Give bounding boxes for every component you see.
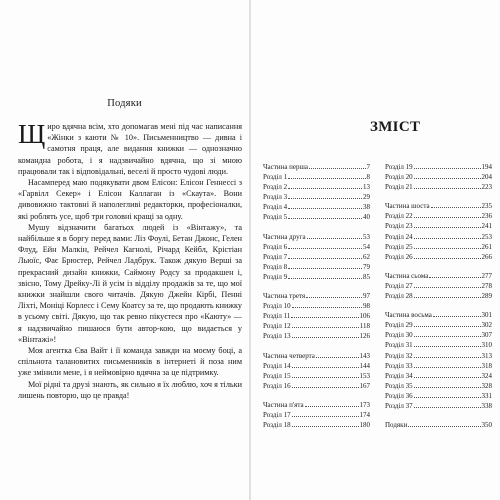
toc-entry-page: 8: [366, 173, 370, 182]
toc-title: ЗМІСТ: [370, 119, 421, 135]
toc-leader-dots: [288, 172, 365, 179]
toc-entry: [385, 310, 492, 320]
toc-leader-dots: [292, 381, 359, 388]
toc-leader-dots: [433, 310, 481, 317]
toc-entry-label: Розділ 25: [385, 242, 413, 251]
toc-entry: [263, 162, 370, 172]
toc-entry-page: 324: [481, 371, 492, 380]
toc-entry-page: 106: [359, 312, 370, 321]
toc-entry: [385, 381, 492, 391]
toc-entry: [263, 361, 370, 371]
toc-entry: [385, 201, 492, 211]
toc-entry: [385, 340, 492, 350]
toc-entry-label: Розділ 24: [385, 232, 413, 241]
toc-leader-dots: [316, 351, 359, 358]
toc-leader-dots: [414, 361, 481, 368]
paragraph: Мушу відзначити багатьох людей із «Вінтажу», та найбільше я в боргу перед вами: Ліз Фоулі, Бетан Джонс, Гелен Флуд, Ейн Малкін, Рейчел Кагнолі, Річард Кейбл, Крістіан Льюїс, Фає Брюстер, Рейчел Ладбрук. Також дякую Верші за прекрасний дизайн книжки, Саймону Родсу за продакшен і, звісно, Тому Дрейку-Лі й усім із відділу продажів за те, що мої книжки знайшли свого читачів. Дякую Джейн Кірбі, Пенні Ліхті, Моніці Корлесс і Сему Коатсу за те, що продають книжку в усьому світі. Дякую, що так ревно пікуєтеся про «Каюту» — я надзвичайно пишаюся бути автор-кою, що видається у «Вінтажі»!: [18, 222, 242, 344]
toc-entry: [263, 400, 370, 410]
toc-entry-page: 266: [481, 252, 492, 261]
toc-entry-page: 302: [481, 321, 492, 330]
toc-leader-dots: [414, 381, 481, 388]
toc-entry: [263, 420, 370, 430]
toc-entry-page: 241: [481, 222, 492, 231]
toc-entry-label: Розділ 8: [263, 262, 288, 271]
toc-leader-dots: [414, 221, 481, 228]
toc-entry-label: Розділ 29: [385, 321, 413, 330]
toc-leader-dots: [414, 232, 481, 239]
toc-entry-label: Розділ 18: [263, 421, 291, 430]
toc-entry: [263, 410, 370, 420]
toc-entry-label: Частина шоста: [385, 202, 430, 211]
toc-entry-page: 236: [481, 212, 492, 221]
toc-entry: [263, 351, 370, 361]
toc-leader-dots: [306, 291, 362, 298]
toc-entry-page: 180: [359, 421, 370, 430]
toc-leader-dots: [288, 192, 362, 199]
toc-entry-label: Розділ 27: [385, 281, 413, 290]
toc-entry-page: 7: [366, 163, 370, 171]
toc-entry-label: Частина третя: [263, 292, 306, 301]
toc-leader-dots: [414, 242, 481, 249]
toc-entry-label: Розділ 23: [385, 222, 413, 231]
toc-entry-label: Розділ 16: [263, 381, 291, 390]
toc-entry-label: Розділ 13: [263, 332, 291, 341]
toc-entry-label: Частина перша: [263, 163, 309, 171]
toc-entry: [385, 371, 492, 381]
toc-entry: [385, 420, 492, 430]
toc-entry-label: Розділ 32: [385, 351, 413, 360]
toc-entry: [263, 291, 370, 301]
toc-leader-dots: [288, 262, 362, 269]
toc-entry: [385, 221, 492, 231]
toc-entry-label: Розділ 10: [263, 302, 291, 311]
toc-entry: [263, 172, 370, 182]
toc-leader-dots: [291, 311, 358, 318]
toc-entry-page: 54: [363, 242, 370, 251]
toc-entry-label: Розділ 21: [385, 183, 413, 192]
toc-entry-label: Частина п'ята: [263, 400, 304, 409]
toc-entry-page: 328: [481, 381, 492, 390]
toc-entry: [385, 182, 492, 192]
toc-entry-page: 97: [363, 292, 370, 301]
toc-entry-page: 313: [481, 351, 492, 360]
toc-leader-dots: [414, 182, 481, 189]
toc-entry-page: 13: [363, 183, 370, 192]
toc-entry-page: 307: [481, 331, 492, 340]
toc-leader-dots: [414, 391, 481, 398]
toc-entry-label: Розділ 3: [263, 193, 288, 202]
toc-entry-label: Розділ 14: [263, 361, 291, 370]
toc-entry-page: 278: [481, 281, 492, 290]
toc-leader-dots: [414, 401, 481, 408]
toc-entry-label: Частина друга: [263, 232, 306, 241]
toc-entry: [385, 252, 492, 262]
toc-entry-label: Розділ 33: [385, 361, 413, 370]
toc-leader-dots: [292, 410, 359, 417]
toc-entry: [385, 172, 492, 182]
toc-entry: [263, 262, 370, 272]
toc-entry-page: 40: [363, 213, 370, 222]
toc-entry-page: 79: [363, 262, 370, 271]
toc-entry: [263, 232, 370, 242]
toc-entry-page: 277: [481, 271, 492, 280]
toc-leader-dots: [414, 291, 481, 298]
toc-entry: [263, 371, 370, 381]
toc-entry-page: 310: [481, 341, 492, 350]
toc-entry-label: Розділ 30: [385, 331, 413, 340]
toc-entry-page: 318: [481, 361, 492, 370]
toc-entry-label: Розділ 17: [263, 410, 291, 419]
toc-entry-page: 173: [359, 400, 370, 409]
toc-entry-label: Розділ 6: [263, 242, 288, 251]
toc-entry-label: Розділ 31: [385, 341, 413, 350]
toc-entry-page: 144: [359, 361, 370, 370]
toc-entry: [385, 351, 492, 361]
toc-leader-dots: [292, 361, 359, 368]
toc-leader-dots: [288, 212, 362, 219]
toc-entry-page: 235: [481, 202, 492, 211]
toc-leader-dots: [414, 211, 481, 218]
toc-entry: [263, 272, 370, 282]
toc-entry: [263, 202, 370, 212]
toc-entry-label: Розділ 12: [263, 322, 291, 331]
toc-entry: [385, 162, 492, 172]
toc-entry-label: Розділ 5: [263, 213, 288, 222]
toc-entry-page: 62: [363, 252, 370, 261]
toc-entry-label: Розділ 26: [385, 252, 413, 261]
toc-entry-page: 98: [363, 302, 370, 311]
toc-entry-label: Розділ 7: [263, 252, 288, 261]
toc-leader-dots: [305, 400, 359, 407]
toc-entry-page: 38: [363, 203, 370, 212]
toc-leader-dots: [292, 331, 359, 338]
toc-entry-label: Розділ 15: [263, 371, 291, 380]
toc-entry: [263, 381, 370, 391]
toc-entry: [385, 232, 492, 242]
toc-entry-page: 85: [363, 272, 370, 281]
toc-entry: [385, 211, 492, 221]
toc-leader-dots: [414, 340, 481, 347]
toc-entry-page: 53: [363, 232, 370, 241]
toc-leader-dots: [292, 321, 359, 328]
toc-entry: [385, 271, 492, 281]
toc-entry: [263, 252, 370, 262]
toc-leader-dots: [288, 182, 362, 189]
toc-entry-label: Розділ 19: [385, 163, 413, 171]
toc-entry-page: 126: [359, 332, 370, 341]
toc-column-left: [263, 162, 370, 430]
toc-entry-label: Розділ 11: [263, 312, 291, 321]
toc-entry-label: Частина сьома: [385, 271, 429, 280]
toc-leader-dots: [288, 272, 362, 279]
toc-entry-page: 301: [481, 311, 492, 320]
toc-leader-dots: [307, 232, 362, 239]
toc-entry: [385, 281, 492, 291]
toc-entry: [385, 391, 492, 401]
toc-entry-page: 174: [359, 410, 370, 419]
contents-page: [251, 0, 500, 500]
toc-entry-label: Розділ 28: [385, 292, 413, 301]
toc-entry-label: Подяки: [385, 421, 408, 430]
toc-leader-dots: [309, 162, 365, 169]
toc-entry: [385, 361, 492, 371]
toc-entry-label: Розділ 35: [385, 381, 413, 390]
toc-entry-page: 118: [359, 322, 370, 331]
toc-entry-page: 338: [481, 401, 492, 410]
toc-leader-dots: [414, 252, 481, 259]
toc-entry-page: 143: [359, 351, 370, 360]
acknowledgements-text: [18, 121, 242, 401]
toc-leader-dots: [414, 330, 481, 337]
toc-entry-label: Розділ 1: [263, 173, 288, 182]
toc-entry-page: 167: [359, 381, 370, 390]
toc-entry: [263, 192, 370, 202]
toc-entry-label: Розділ 9: [263, 272, 288, 281]
toc-leader-dots: [431, 201, 481, 208]
toc-leader-dots: [414, 172, 481, 179]
toc-column-right: [385, 162, 492, 430]
toc-leader-dots: [414, 371, 481, 378]
toc-leader-dots: [292, 301, 362, 308]
toc-entry-page: 223: [481, 183, 492, 192]
acknowledgements-page: [0, 0, 249, 500]
toc-entry: [385, 401, 492, 411]
toc-entry: [385, 291, 492, 301]
toc-entry: [263, 212, 370, 222]
paragraph: Насамперед маю подякувати двом Елісон: Елісон Геннессі з «Гарвілл Секер» і Елісон Каллаган із «Скаута». Вони дивовижно тактовні й наполегливі редакторки, професіоналки, які роблять усе, щоб три головні кращі за одну.: [18, 178, 242, 221]
toc-entry: [385, 320, 492, 330]
toc-leader-dots: [292, 371, 359, 378]
toc-entry: [263, 311, 370, 321]
toc-entry: [263, 301, 370, 311]
toc-entry-label: Розділ 34: [385, 371, 413, 380]
toc-entry: [263, 182, 370, 192]
paragraph: Моя агентка Єва Вайт і її команда завжди на моєму боці, а спільнота талановитих письменників в інтернеті й поза ним уже змінили мене, і я неймовірно вдячна за це підтримку.: [18, 346, 242, 378]
paragraph: [18, 121, 242, 177]
toc-entry-label: Розділ 4: [263, 203, 288, 212]
drop-cap: Щ: [18, 119, 46, 149]
toc-leader-dots: [429, 271, 480, 278]
toc-entry-label: Розділ 36: [385, 391, 413, 400]
toc-entry-page: 153: [359, 371, 370, 380]
toc-leader-dots: [414, 320, 481, 327]
toc-leader-dots: [408, 420, 480, 427]
toc-entry-page: 194: [481, 163, 492, 171]
toc-entry: [263, 331, 370, 341]
page-title: Подяки: [107, 98, 142, 109]
toc-entry-label: Розділ 20: [385, 173, 413, 182]
toc-entry-page: 204: [481, 173, 492, 182]
toc-entry-label: Розділ 37: [385, 401, 413, 410]
toc-entry-page: 29: [363, 193, 370, 202]
toc-entry: [385, 330, 492, 340]
toc-entry-label: Розділ 2: [263, 183, 288, 192]
toc-entry-label: Частина восьма: [385, 311, 432, 320]
toc-entry-page: 253: [481, 232, 492, 241]
toc-entry-page: 261: [481, 242, 492, 251]
toc-entry-page: 331: [481, 391, 492, 400]
toc-entry: [263, 321, 370, 331]
toc-leader-dots: [414, 351, 481, 358]
paragraph: Мої рідні та друзі знають, як сильно я їх люблю, хоч я тільки лишень повторю, що це правда!: [18, 379, 242, 400]
paragraph-text: иро вдячна всім, хто допомагав мені під час написання «Жінки з каюти № 10». Письменництво — дивна і самотня праця, але видання книжки — однозначно командна робота, і я надзвичайно вдячна, що зі мною працювали так і відповідальні, веселі й просто чудові люди.: [18, 122, 242, 176]
toc-leader-dots: [288, 242, 362, 249]
toc-entry: [263, 242, 370, 252]
toc-entry-page: 350: [481, 421, 492, 430]
toc-leader-dots: [292, 420, 359, 427]
toc-leader-dots: [288, 202, 362, 209]
toc-entry-label: Частина четверта: [263, 351, 315, 360]
toc-leader-dots: [288, 252, 362, 259]
toc-leader-dots: [414, 281, 481, 288]
toc-entry: [385, 242, 492, 252]
toc-entry-page: 289: [481, 292, 492, 301]
toc-entry-label: Розділ 22: [385, 212, 413, 221]
toc-leader-dots: [414, 162, 481, 169]
